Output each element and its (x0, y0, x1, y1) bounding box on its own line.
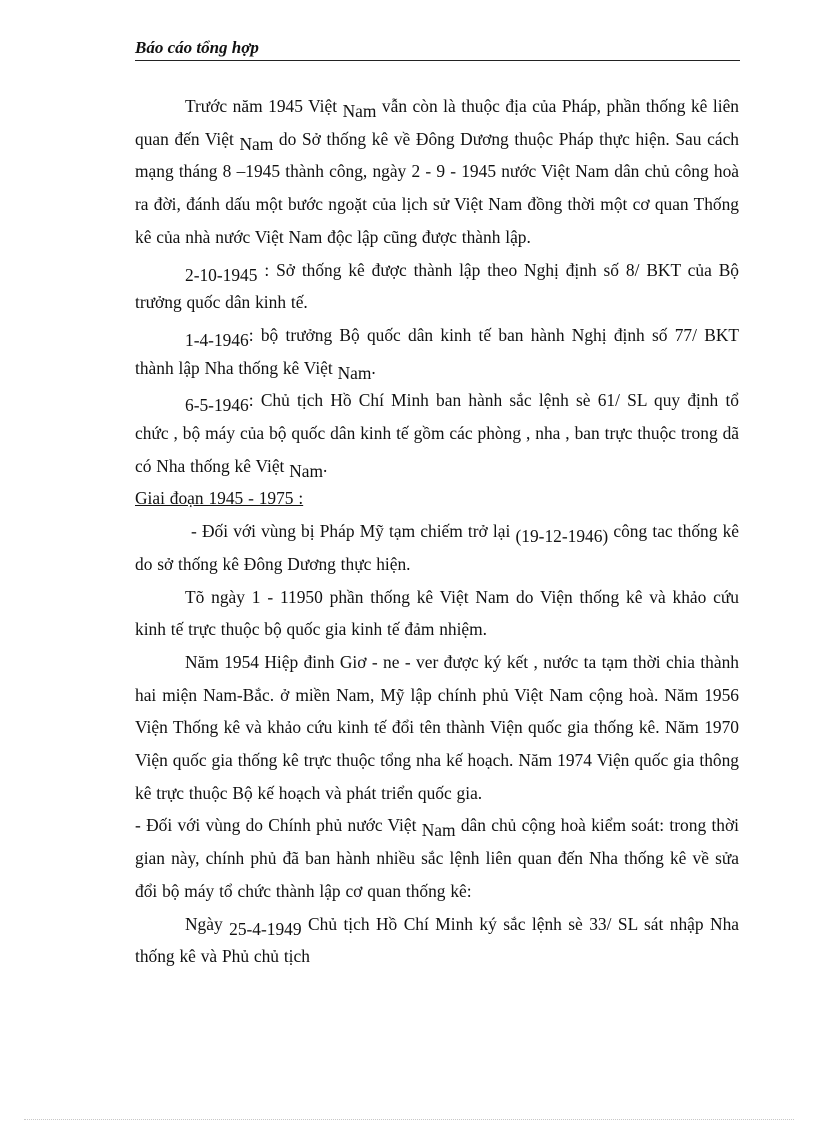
date-text: 1-4-1946 (185, 329, 249, 350)
paragraph-text: Nam (421, 820, 456, 841)
paragraph-text: Nam (239, 133, 274, 154)
header-title: Báo cáo tổng hợp (135, 38, 259, 57)
paragraph-1946-04 (135, 319, 739, 384)
paragraph-text: Chủ tịch Hồ Chí Minh ký sắc lệnh sè 33/ SL sát nhập Nha thống kê và Phủ chủ tịch (135, 913, 739, 967)
paragraph-intro (135, 90, 739, 254)
paragraph-text: Nam (342, 101, 377, 121)
paragraph-text: do Sở thống kê về Đông Dương thuộc Pháp thực hiện. Sau cách mạng tháng 8 –1945 thành công, ngày 2 - 9 - 1945 nước Việt Nam dân chủ công hoà ra đời, đánh dấu một bước ngoặt của lịch sử Việt Nam đồng thời một cơ quan Thống kê của nhà nước Việt Nam độc lập cũng được thành lập. (135, 128, 739, 247)
paragraph-1946-05 (135, 384, 739, 482)
paragraph-text: . (371, 357, 376, 378)
paragraph-french-zone (135, 515, 739, 580)
page-footer-divider (24, 1119, 794, 1120)
paragraph-text: - Đối với vùng bị Pháp Mỹ tạm chiếm trở lại (191, 521, 516, 542)
section-heading (135, 482, 739, 515)
document-body (135, 90, 739, 973)
paragraph-text: Trước năm 1945 Việt (185, 96, 343, 116)
paragraph-text: Nam (337, 362, 372, 383)
paragraph-dr-vietnam (135, 809, 739, 907)
date-text: 2-10-1945 (185, 264, 258, 285)
paragraph-text: . (323, 455, 328, 476)
date-text: (19-12-1946) (515, 526, 609, 547)
paragraph-text: vẫn còn là thuộc địa của Pháp, phần thống kê liên quan đến Việt (135, 96, 739, 149)
paragraph-text: Tõ ngày 1 - 11950 phần thống kê Việt Nam do Viện thống kê và khảo cứu kinh tế trực thuộc bộ quốc gia kinh tế đảm nhiệm. (135, 586, 739, 640)
paragraph-1949 (135, 908, 739, 973)
paragraph-text: : bộ trưởng Bộ quốc dân kinh tế ban hành Nghị định số 77/ BKT thành lập Nha thống kê Việt (135, 324, 739, 378)
paragraph-1945-10 (135, 254, 739, 319)
paragraph-text: - Đối với vùng do Chính phủ nước Việt (135, 815, 422, 836)
paragraph-text: Nam (289, 460, 324, 481)
paragraph-text: : Chủ tịch Hồ Chí Minh ban hành sắc lệnh sè 61/ SL quy định tổ chức , bộ máy của bộ quốc dân kinh tế gồm các phòng , nha , ban trực thuộc trong dã có Nha thống kê Việt (135, 390, 739, 476)
paragraph-text: dân chủ cộng hoà kiểm soát: trong thời gian này, chính phủ đã ban hành nhiều sắc lệnh liên quan đến Nha thống kê về sửa đổi bộ máy tổ chức thành lập cơ quan thống kê: (135, 815, 739, 901)
paragraph-text: : Sở thống kê được thành lập theo Nghị định số 8/ BKT của Bộ trưởng quốc dân kinh tế. (135, 259, 739, 313)
paragraph-1950 (135, 581, 739, 646)
paragraph-text: Ngày (185, 913, 230, 934)
paragraph-text: công tac thống kê do sở thống kê Đông Dương thực hiện. (135, 521, 739, 574)
heading-text: Giai đoạn 1945 - 1975 : (135, 488, 304, 509)
page-header (135, 38, 740, 61)
date-text: 6-5-1946 (185, 395, 249, 416)
paragraph-text: Năm 1954 Hiệp đinh Giơ - ne - ver được ký kết , nước ta tạm thời chia thành hai miện Nam-Bắc. ở miền Nam, Mỹ lập chính phủ Việt Nam cộng hoà. Năm 1956 Viện Thống kê và khảo cứu kinh tế đổi tên thành Viện quốc gia thống kê. Năm 1970 Viện quốc gia thống kê trực thuộc tổng nha kế hoạch. Năm 1974 Viện quốc gia thông kê trực thuộc Bộ kế hoạch và phát triển quốc gia. (135, 651, 739, 803)
paragraph-1954 (135, 646, 739, 810)
date-text: 25-4-1949 (229, 918, 302, 939)
